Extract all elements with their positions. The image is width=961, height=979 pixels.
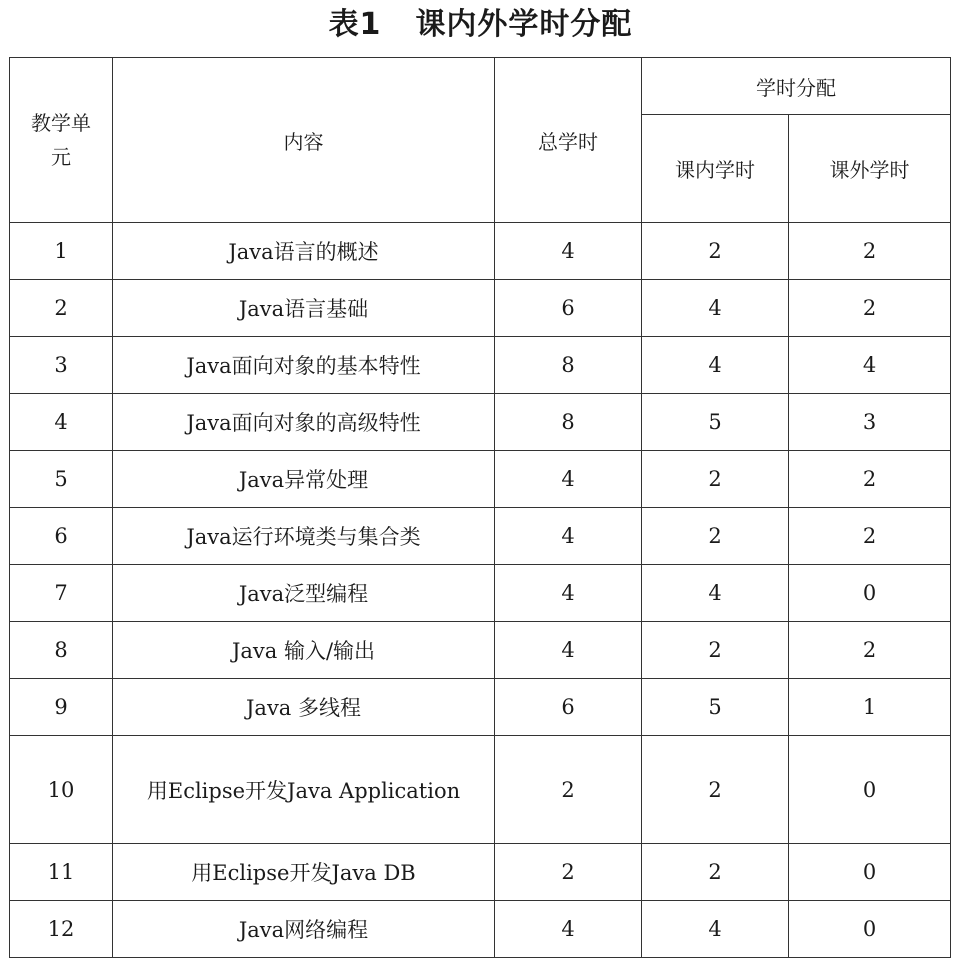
table-caption: 课内外学时分配 (415, 7, 633, 42)
cell-content: Java运行环境类与集合类 (113, 508, 495, 565)
header-out-class-hours: 课外学时 (789, 115, 951, 223)
cell-total: 4 (495, 451, 642, 508)
cell-total: 4 (495, 565, 642, 622)
cell-in-class: 2 (642, 223, 789, 280)
cell-total: 2 (495, 844, 642, 901)
table-row (10, 337, 951, 394)
cell-out-class: 2 (789, 508, 951, 565)
cell-out-class: 1 (789, 679, 951, 736)
cell-unit: 1 (10, 223, 113, 280)
cell-content: 用Eclipse开发Java Application (113, 736, 495, 844)
table-row (10, 451, 951, 508)
cell-in-class: 2 (642, 844, 789, 901)
cell-content: Java语言的概述 (113, 223, 495, 280)
cell-unit: 2 (10, 280, 113, 337)
cell-content: Java面向对象的基本特性 (113, 337, 495, 394)
cell-in-class: 4 (642, 565, 789, 622)
cell-out-class: 0 (789, 736, 951, 844)
table-row (10, 901, 951, 958)
header-allocation: 学时分配 (642, 58, 951, 115)
cell-content: Java语言基础 (113, 280, 495, 337)
cell-out-class: 3 (789, 394, 951, 451)
cell-out-class: 2 (789, 622, 951, 679)
cell-total: 6 (495, 280, 642, 337)
cell-in-class: 4 (642, 337, 789, 394)
table-row (10, 280, 951, 337)
cell-unit: 7 (10, 565, 113, 622)
table-title (0, 2, 961, 48)
header-in-class-hours: 课内学时 (642, 115, 789, 223)
cell-total: 2 (495, 736, 642, 844)
cell-in-class: 2 (642, 622, 789, 679)
cell-in-class: 2 (642, 508, 789, 565)
header-content: 内容 (113, 58, 495, 223)
table-row (10, 844, 951, 901)
cell-unit: 12 (10, 901, 113, 958)
table-number: 表1 (328, 7, 382, 42)
cell-total: 8 (495, 394, 642, 451)
cell-in-class: 2 (642, 736, 789, 844)
cell-unit: 11 (10, 844, 113, 901)
cell-out-class: 4 (789, 337, 951, 394)
cell-out-class: 2 (789, 451, 951, 508)
header-unit: 教学单元 (10, 58, 113, 223)
cell-out-class: 0 (789, 565, 951, 622)
cell-unit: 8 (10, 622, 113, 679)
cell-content: Java异常处理 (113, 451, 495, 508)
table-row (10, 622, 951, 679)
cell-in-class: 5 (642, 679, 789, 736)
header-row-top (10, 58, 951, 115)
cell-total: 6 (495, 679, 642, 736)
cell-content: Java泛型编程 (113, 565, 495, 622)
cell-unit: 10 (10, 736, 113, 844)
cell-total: 4 (495, 223, 642, 280)
table-row (10, 223, 951, 280)
cell-total: 4 (495, 508, 642, 565)
cell-content: Java面向对象的高级特性 (113, 394, 495, 451)
cell-total: 4 (495, 901, 642, 958)
cell-content: Java 多线程 (113, 679, 495, 736)
cell-out-class: 2 (789, 280, 951, 337)
cell-out-class: 0 (789, 844, 951, 901)
table-row (10, 679, 951, 736)
cell-total: 8 (495, 337, 642, 394)
cell-unit: 9 (10, 679, 113, 736)
cell-total: 4 (495, 622, 642, 679)
table-row (10, 508, 951, 565)
cell-content: Java 输入/输出 (113, 622, 495, 679)
hours-allocation-table (9, 57, 951, 958)
cell-in-class: 4 (642, 901, 789, 958)
cell-unit: 3 (10, 337, 113, 394)
header-total-hours: 总学时 (495, 58, 642, 223)
cell-in-class: 5 (642, 394, 789, 451)
cell-unit: 6 (10, 508, 113, 565)
cell-unit: 4 (10, 394, 113, 451)
cell-content: 用Eclipse开发Java DB (113, 844, 495, 901)
cell-in-class: 4 (642, 280, 789, 337)
table-row (10, 394, 951, 451)
cell-in-class: 2 (642, 451, 789, 508)
table-row (10, 565, 951, 622)
cell-unit: 5 (10, 451, 113, 508)
table-row (10, 736, 951, 844)
cell-out-class: 2 (789, 223, 951, 280)
cell-content: Java网络编程 (113, 901, 495, 958)
cell-out-class: 0 (789, 901, 951, 958)
